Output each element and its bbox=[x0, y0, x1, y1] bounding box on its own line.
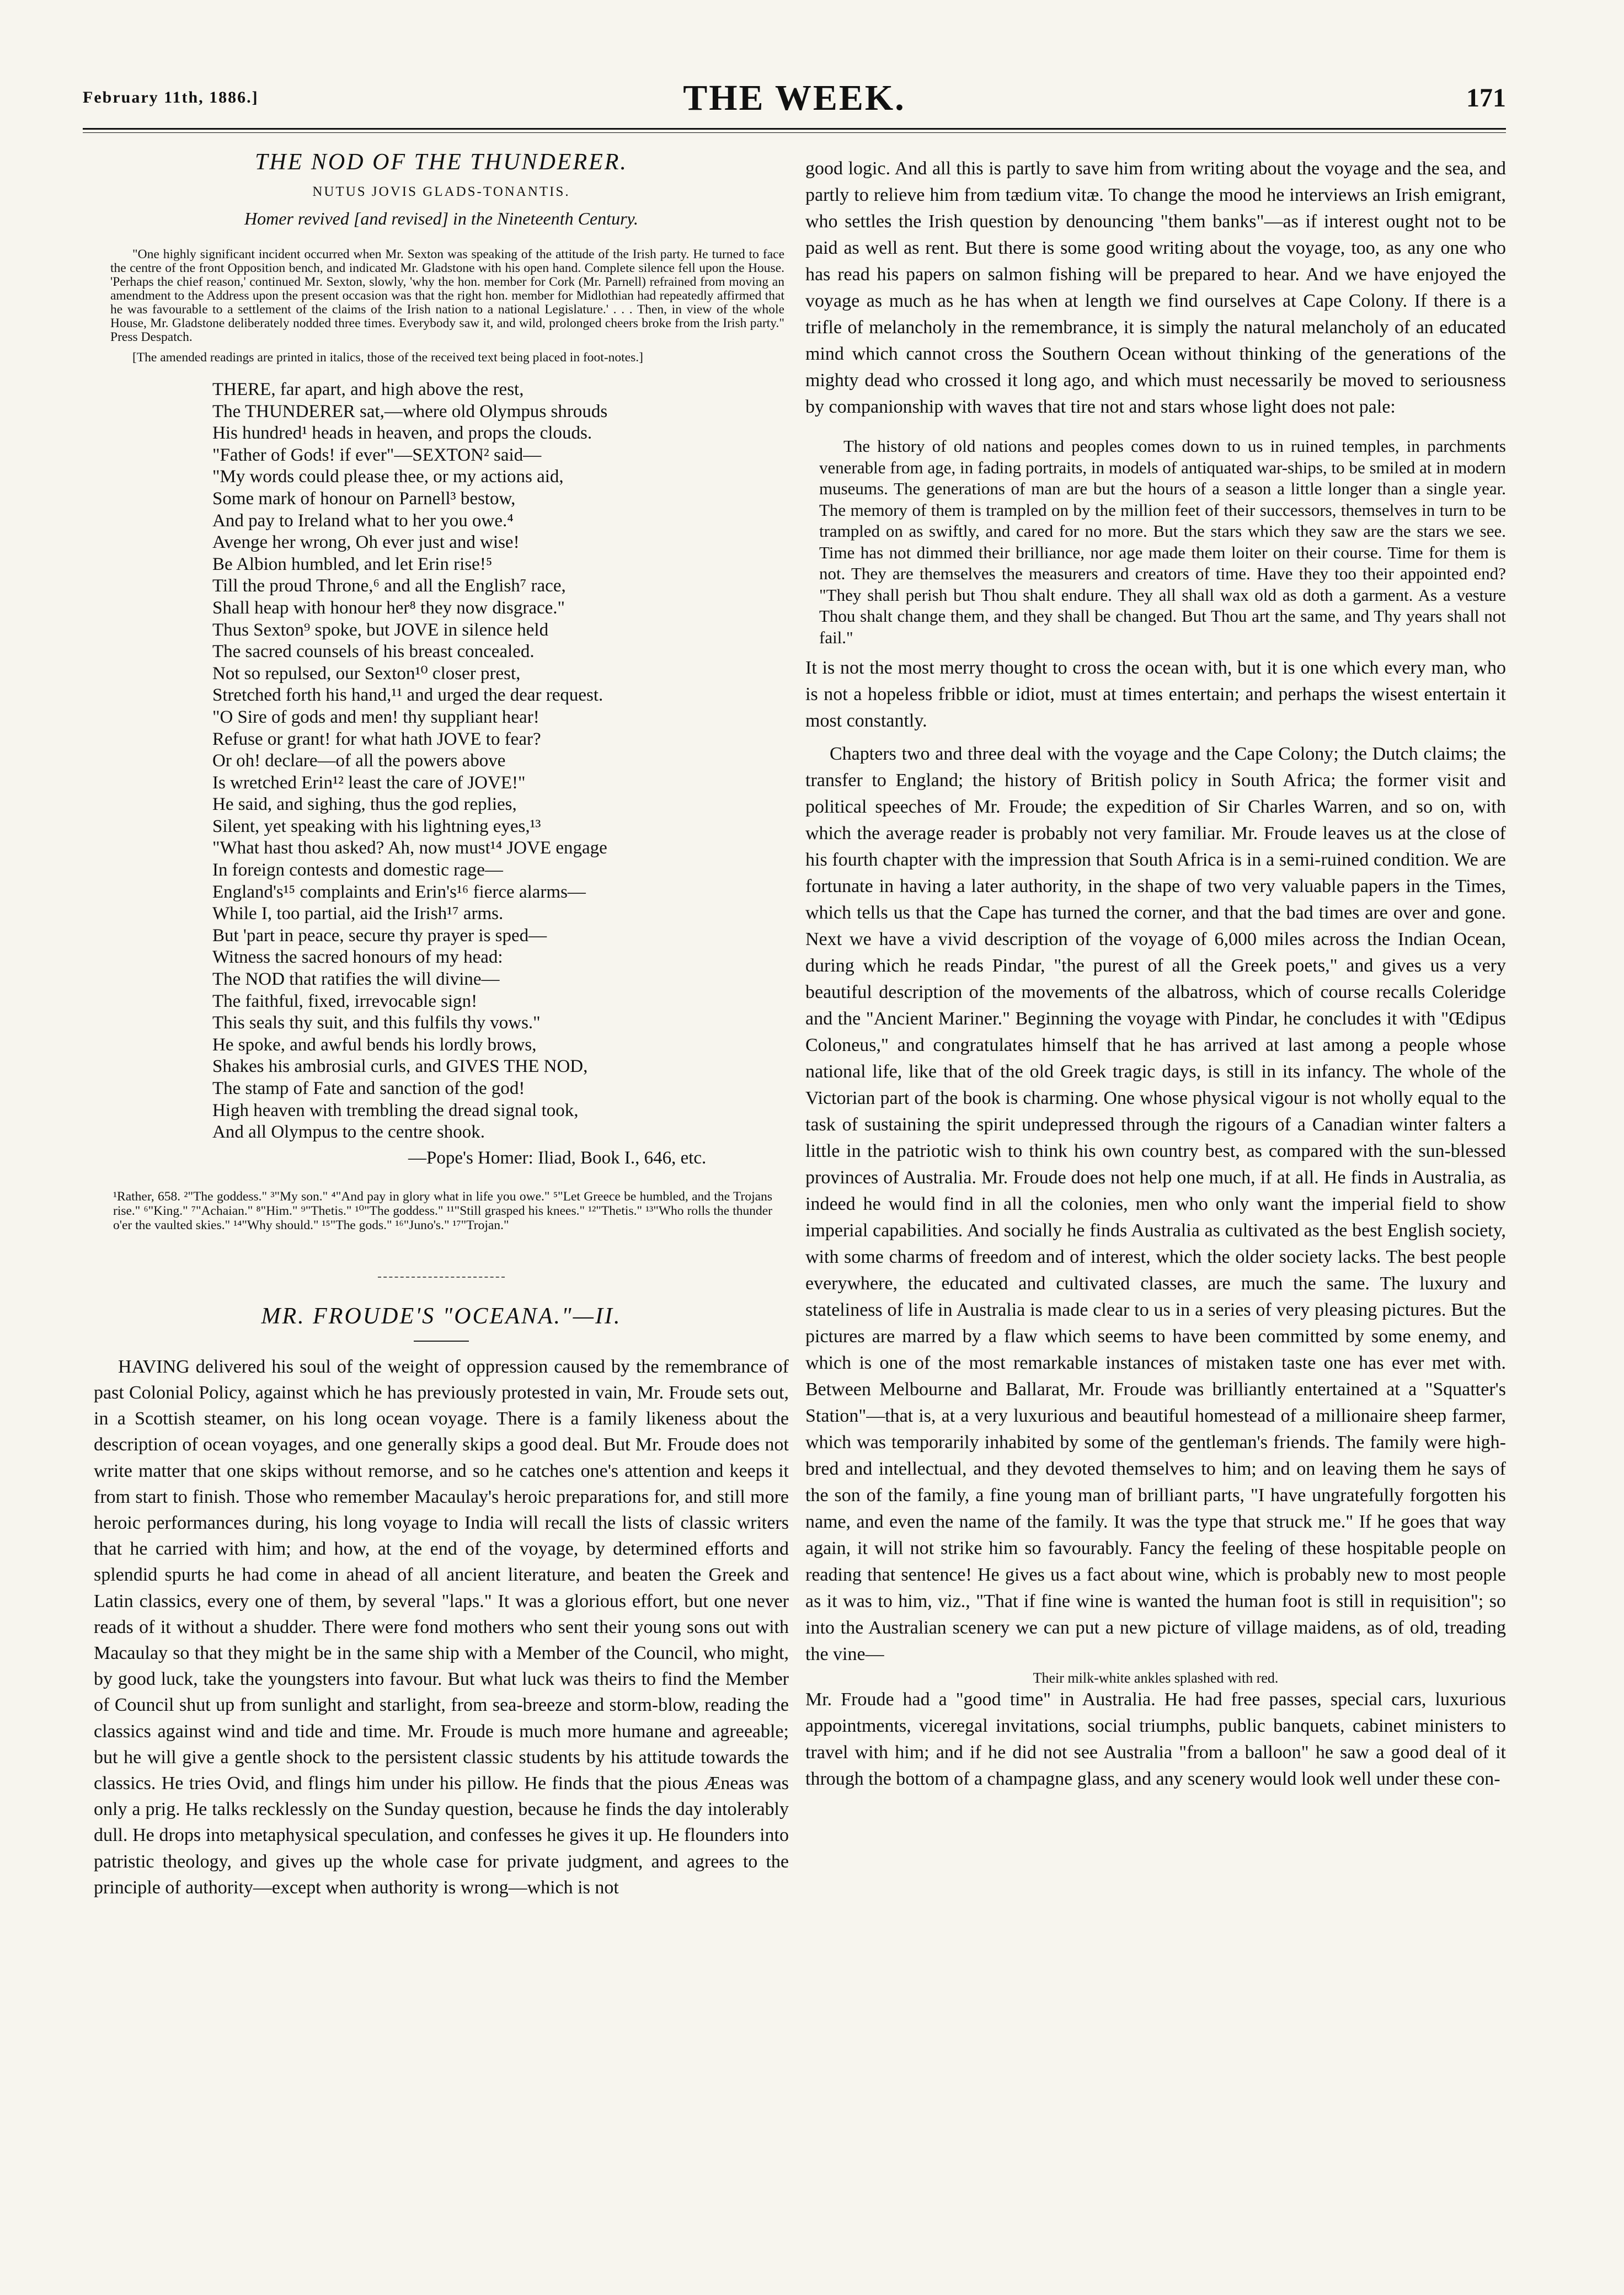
poem-line: Refuse or grant! for what hath JOVE to fear? bbox=[212, 729, 541, 749]
article-paragraph: It is not the most merry thought to cross the ocean with, but it is one which every man, who is not a hopeless fribble or idiot, must at times entertain; and perhaps the wisest entertain it most constantly. bbox=[805, 658, 1506, 731]
poem-line: "Father of Gods! if ever"—SEXTON² said— bbox=[212, 445, 542, 465]
article-divider bbox=[378, 1277, 505, 1278]
masthead-title: THE WEEK. bbox=[683, 78, 906, 118]
poem-line: The NOD that ratifies the will divine— bbox=[212, 969, 500, 990]
poem-line: The THUNDERER sat,—where old Olympus shrouds bbox=[212, 401, 608, 421]
poem-line: Avenge her wrong, Oh ever just and wise! bbox=[212, 532, 520, 553]
poem-line: "O Sire of gods and men! thy suppliant hear! bbox=[212, 707, 539, 727]
poem-line: THERE, far apart, and high above the rest, bbox=[212, 380, 524, 399]
poem-line: The faithful, fixed, irrevocable sign! bbox=[212, 991, 478, 1011]
title-rule bbox=[414, 1341, 469, 1342]
poem-footnotes: ¹Rather, 658. ²"The goddess." ³"My son." ⁴"And pay in glory what in life you owe." ⁵"Let Greece be humbled, and the Trojans rise." ⁶"King." ⁷"Achaian." ⁸"Him." ⁹"Thetis." ¹⁰"The goddess." ¹¹"Still grasped his knees." ¹²"Thetis." ¹³"Who rolls the thunder o'er the vaulted skies." ¹⁴"Why should." ¹⁵"The gods." ¹⁶"Juno's." ¹⁷"Trojan." bbox=[113, 1189, 772, 1232]
article-subtitle-latin: NUTUS JOVIS GLADS-TONANTIS. bbox=[312, 184, 570, 199]
header-rule bbox=[83, 128, 1506, 133]
editorial-note: [The amended readings are printed in italics, those of the received text being placed in foot-notes.] bbox=[132, 350, 643, 365]
page-header bbox=[83, 77, 1506, 127]
poem-line: Shall heap with honour her⁸ they now disgrace." bbox=[212, 597, 565, 618]
poem-line: The stamp of Fate and sanction of the god! bbox=[212, 1079, 525, 1098]
poem-line: Witness the sacred honours of my head: bbox=[212, 947, 503, 968]
article-paragraph: good logic. And all this is partly to save him from writing about the voyage and the sea, and partly to relieve him from tædium vitæ. To change the mood he interviews an Irish emigrant, who settles the Irish question by denouncing "them banks"—as if interest ought not to be paid as well as rent. But there is some good writing about the voyage, too, as any one who has read his papers on salmon fishing will be prepared to hear. And we have enjoyed the voyage as much as he has when at length we find ourselves at Cape Colony. If there is a trifle of melancholy in the remembrance, it is simply the natural melancholy of an educated mind which cannot cross the Southern Ocean without thinking of the generations of the mighty dead who crossed it long ago, and which must necessarily be moved to seriousness by companionship with waves that tire not and stars whose light does not pale: bbox=[805, 158, 1506, 417]
poem-line: "My words could please thee, or my actions aid, bbox=[212, 467, 564, 487]
poem-line: Not so repulsed, our Sexton¹⁰ closer prest, bbox=[212, 663, 521, 684]
poem-line: This seals thy suit, and this fulfils thy vows." bbox=[212, 1013, 541, 1033]
poem-line: He spoke, and awful bends his lordly brows, bbox=[212, 1034, 537, 1055]
poem-line: And pay to Ireland what to her you owe.⁴ bbox=[212, 510, 514, 531]
poem-line: The sacred counsels of his breast concealed. bbox=[212, 642, 535, 662]
poem-line: He said, and sighing, thus the god replies, bbox=[212, 794, 517, 815]
poem-line: Be Albion humbled, and let Erin rise!⁵ bbox=[212, 554, 493, 574]
verse-quote: Their milk-white ankles splashed with red. bbox=[1033, 1670, 1279, 1686]
left-column bbox=[94, 149, 789, 1901]
article-title-oceana: MR. FROUDE'S "OCEANA."—II. bbox=[261, 1303, 622, 1329]
article-paragraph: HAVING delivered his soul of the weight of oppression caused by the remembrance of past Colonial Policy, against which he has previously protested in vain, Mr. Froude sets out, in a Scottish steamer, on his long ocean voyage. There is a family likeness about the description of ocean voyages, and one generally skips a good deal. But Mr. Froude does not write matter that one skips without remorse, and so he catches one's attention and keeps it from start to finish. Those who remember Macaulay's heroic preparations for, and still more heroic performances during, his long voyage to India will recall the lists of classic writers that he carried with him; and how, at the end of the voyage, by determined efforts and splendid spurts he had come in ahead of all ancient literature, and beaten the Greek and Latin classics, every one of them, by several "laps." It was a glorious effort, but one never reads of it without a shudder. There were fond mothers who sent their young sons out with Macaulay so that they might be in the same ship with a Member of the Council, who might, by good luck, take the youngsters into favour. But what luck was theirs to find the Member of Council shut up from sunlight and starlight, from sea-breeze and storm-blow, reading the classics against wind and tide and time. Mr. Froude is much more humane and agreeable; but he will give a gentle shock to the persistent classic students by his attitude towards the classics. He tries Ovid, and flings him under his pillow. He finds that the pious Æneas was only a prig. He talks recklessly on the Sunday question, because he finds the day intolerably dull. He drops into metaphysical speculation, and confesses he gives it up. He flounders into patristic theology, and gives up the whole case for private judgment, and agrees to the principle of authority—except when authority is wrong—which is not bbox=[94, 1356, 789, 1898]
article-paragraph: Chapters two and three deal with the voyage and the Cape Colony; the Dutch claims; the transfer to England; the history of British policy in South Africa; the former visit and political speeches of Mr. Froude; the expedition of Sir Charles Warren, and so on, with which the average reader is probably not very familiar. Mr. Froude leaves us at the close of his fourth chapter with the impression that South Africa is in a semi-ruined condition. We are fortunate in having a later authority, in the shape of two very valuable papers in the Times, which tells us that the Cape has turned the corner, and that the bad times are over and gone. Next we have a vivid description of the voyage of 6,000 miles across the Indian Ocean, during which he reads Pindar, "the purest of all the Greek poets," and gives us a very beautiful description of the movements of the albatross, which of course recalls Coleridge and the "Ancient Mariner." Beginning the voyage with Pindar, he concludes it with "Œdipus Coloneus," and congratulates himself that he has arrived at last among a people whose national life, like that of the old Greek tragic days, is still in its infancy. The whole of the Victorian part of the book is charming. One whose physical vigour is not wholly equal to the task of sustaining the spirit undepressed through the rigours of a Canadian winter falters a little in the patriotic wish to think his own country best, as compared with the sun-blessed provinces of Australia. Mr. Froude does not help one much, if at all. He finds in Australia, as indeed he would find in all the colonies, men who only want the imperial field to show imperial capabilities. And socially he finds Australia as cultivated as the best English society, with some charms of freedom and of interest, which the older society lacks. The best people everywhere, the educated and cultivated classes, are much the same. The luxury and stateliness of life in Australia is made clear to us in a series of very pleasing pictures. But the pictures are marred by a flaw which seems to have been committed by some enemy, and which is one of the most remarkable instances of mistaken taste one has ever met with. Between Melbourne and Ballarat, Mr. Froude was brilliantly entertained at a "Squatter's Station"—that is, at a very luxurious and beautiful homestead of a millionaire sheep farmer, which was temporarily inhabited by some of the gentleman's friends. The family were high-bred and intellectual, and they devoted themselves to him; and on leaving them he says of the son of the family, a fine young man of brilliant parts, "I have ungratefully forgotten his name, and even the name of the family. It was the type that struck me." If he goes that way again, it will not strike him so favourably. Fancy the feeling of these hospitable people on reading that sentence! He gives us a fact about wine, which is probably new to most people as it was to him, viz., "That if fine wine is wanted the human foot is still in requisition"; so into the Australian scenery we can put a new picture of village maidens, as of old, treading the vine— bbox=[805, 744, 1506, 1664]
poem-line: But 'part in peace, secure thy prayer is sped— bbox=[212, 925, 547, 946]
poem-line: Till the proud Throne,⁶ and all the English⁷ race, bbox=[212, 576, 566, 596]
poem-line: Stretched forth his hand,¹¹ and urged the dear request. bbox=[212, 685, 603, 706]
article-paragraph: Mr. Froude had a "good time" in Australia. He had free passes, special cars, luxurious appointments, viceregal invitations, social triumphs, public banquets, cabinet ministers to travel with him; and if he did not see Australia "from a balloon" he saw a good deal of it through the bottom of a champagne glass, and any scenery would look well under these con- bbox=[805, 1689, 1506, 1789]
page-number: 171 bbox=[1466, 83, 1506, 113]
press-quote: "One highly significant incident occurred when Mr. Sexton was speaking of the attitude of the Irish party. He turned to face the centre of the front Opposition bench, and indicated Mr. Gladstone with his open hand. Complete silence fell upon the House. 'Perhaps the chief reason,' continued Mr. Sexton, slowly, 'why the hon. member for Cork (Mr. Parnell) refrained from moving an amendment to the Address upon the present occasion was that the right hon. member for Midlothian had repeatedly affirmed that he was favourable to a settlement of the claims of the Irish nation to a national Legislature.' . . . Then, in view of the whole House, Mr. Gladstone deliberately nodded three times. Everybody saw it, and wild, prolonged cheers broke from the Irish party." Press Despatch. bbox=[110, 247, 784, 344]
article-subtitle-homer: Homer revived [and revised] in the Nineteenth Century. bbox=[244, 209, 638, 228]
poem-attribution: —Pope's Homer: Iliad, Book I., 646, etc. bbox=[408, 1148, 707, 1168]
poem-line: Thus Sexton⁹ spoke, but JOVE in silence held bbox=[212, 620, 549, 640]
right-column bbox=[805, 156, 1506, 1792]
poem-line: Shakes his ambrosial curls, and GIVES THE NOD, bbox=[212, 1056, 588, 1077]
poem-line: His hundred¹ heads in heaven, and props the clouds. bbox=[212, 423, 592, 444]
poem-line: Some mark of honour on Parnell³ bestow, bbox=[212, 488, 516, 509]
poem-line: And all Olympus to the centre shook. bbox=[212, 1122, 485, 1143]
poem-line: Is wretched Erin¹² least the care of JOVE!" bbox=[212, 772, 526, 793]
poem bbox=[212, 379, 789, 1144]
poem-line: Silent, yet speaking with his lightning eyes,¹³ bbox=[212, 816, 541, 836]
poem-line: In foreign contests and domestic rage— bbox=[212, 860, 503, 880]
poem-line: Or oh! declare—of all the powers above bbox=[212, 751, 506, 771]
article-title-thunderer: THE NOD OF THE THUNDERER. bbox=[255, 150, 628, 175]
poem-line: High heaven with trembling the dread signal took, bbox=[212, 1100, 579, 1120]
poem-line: While I, too partial, aid the Irish¹⁷ arms. bbox=[212, 904, 504, 924]
poem-line: "What hast thou asked? Ah, now must¹⁴ JOVE engage bbox=[212, 838, 607, 858]
issue-date: February 11th, 1886.] bbox=[83, 88, 259, 106]
quoted-extract: The history of old nations and peoples comes down to us in ruined temples, in parchments venerable from age, in fading portraits, in models of antiquated war-ships, to be smiled at in modern museums. The generations of man are but the hours of a season a little longer than a single year. The memory of them is trampled on by the million feet of their successors, themselves in turn to be trampled on as swiftly, and cared for no more. But the stars which they saw are the stars we see. Time has not dimmed their brilliance, nor age made them loiter on their course. Time for them is not. They are themselves the measurers and creators of time. Have they too their appointed end? "They shall perish but Thou shalt endure. They all shall wax old as doth a garment. As a vesture Thou shalt change them, and they shall be changed. But Thou art the same, and Thy years shall not fail." bbox=[819, 436, 1506, 647]
poem-line: England's¹⁵ complaints and Erin's¹⁶ fierce alarms— bbox=[212, 882, 586, 902]
